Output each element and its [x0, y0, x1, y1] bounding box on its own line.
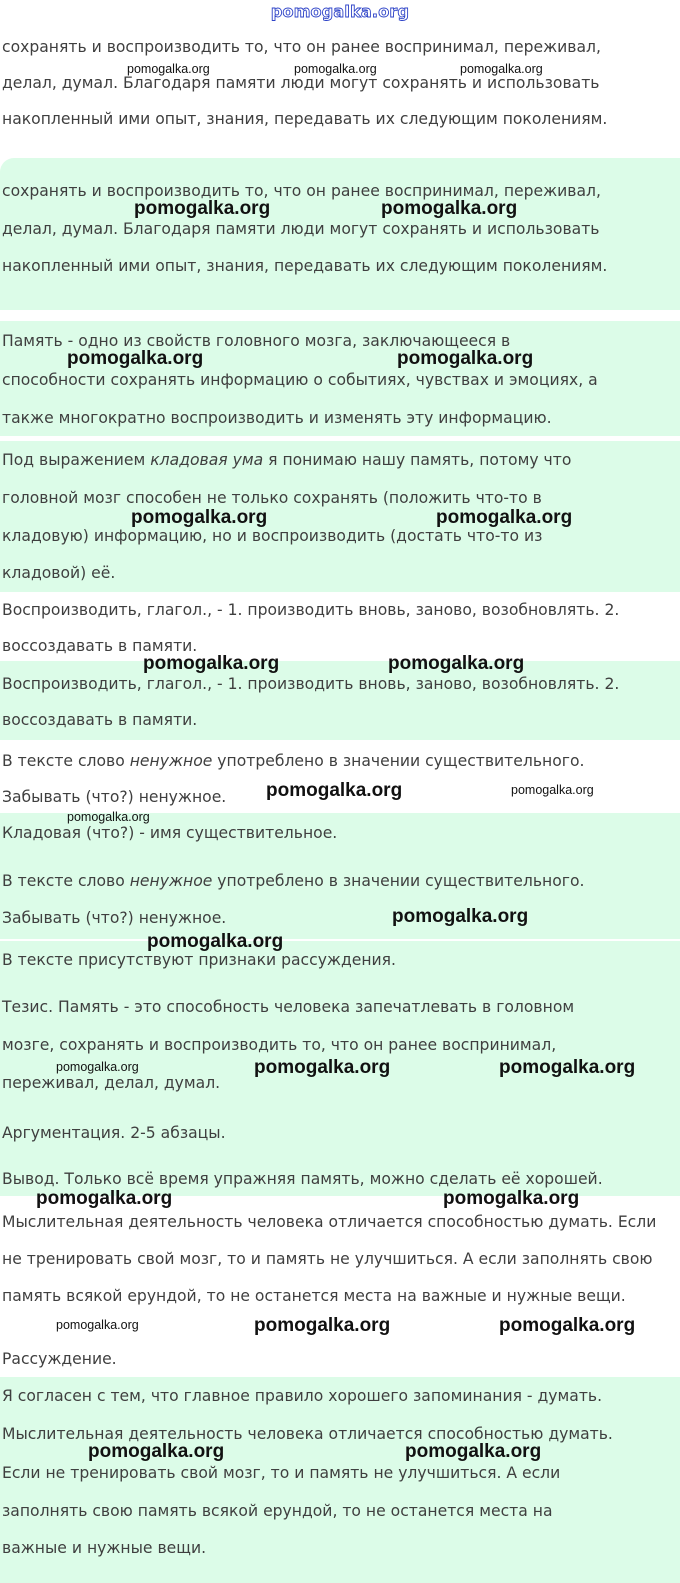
text-run: я понимаю нашу память, потому что: [263, 451, 572, 469]
text-run: В тексте слово: [2, 752, 130, 770]
site-logo[interactable]: pomogalka.org: [270, 2, 410, 21]
watermark: pomogalka.org: [56, 1318, 139, 1332]
text-line: Тезис. Память - это способность человека запечатлевать в головном: [2, 998, 575, 1016]
text-line: заполнять свою память всякой ерундой, то не останется места на: [2, 1502, 553, 1520]
watermark: pomogalka.org: [499, 1057, 636, 1078]
text-line: Вывод. Только всё время упражняя память, можно сделать её хорошей.: [2, 1170, 603, 1188]
text-line: воссоздавать в памяти.: [2, 637, 198, 655]
watermark: pomogalka.org: [131, 507, 268, 528]
text-line: делал, думал. Благодаря памяти люди могут сохранять и использовать: [2, 74, 600, 92]
text-line: [2, 871, 584, 891]
text-run: В тексте слово: [2, 872, 130, 890]
text-line: [2, 751, 584, 771]
watermark: pomogalka.org: [36, 1188, 173, 1209]
watermark: pomogalka.org: [511, 783, 594, 797]
text-line: Мыслительная деятельность человека отличается способностью думать.: [2, 1425, 613, 1443]
watermark: pomogalka.org: [443, 1188, 580, 1209]
text-run: употреблено в значении существительного.: [212, 872, 585, 890]
text-run: Под выражением: [2, 451, 151, 469]
text-line: память всякой ерундой, то не останется места на важные и нужные вещи.: [2, 1287, 626, 1305]
text-line: воссоздавать в памяти.: [2, 711, 198, 729]
text-line: переживал, делал, думал.: [2, 1074, 221, 1092]
text-line: накопленный ими опыт, знания, передавать их следующим поколениям.: [2, 257, 608, 275]
text-line: кладовую) информацию, но и воспроизводить (достать что-то из: [2, 527, 543, 545]
watermark: pomogalka.org: [266, 780, 403, 801]
text-line: Если не тренировать свой мозг, то и память не улучшиться. А если: [2, 1464, 561, 1482]
text-line: Забывать (что?) ненужное.: [2, 909, 227, 927]
watermark: pomogalka.org: [67, 348, 204, 369]
text-line: Мыслительная деятельность человека отличается способностью думать. Если: [2, 1213, 657, 1231]
watermark: pomogalka.org: [388, 653, 525, 674]
text-line: В тексте присутствуют признаки рассуждения.: [2, 951, 397, 969]
watermark: pomogalka.org: [134, 198, 271, 219]
text-line: также многократно воспроизводить и изменять эту информацию.: [2, 409, 552, 427]
text-line: [2, 450, 571, 470]
text-line: не тренировать свой мозг, то и память не улучшиться. А если заполнять свою: [2, 1250, 653, 1268]
text-line: Забывать (что?) ненужное.: [2, 788, 227, 806]
watermark: pomogalka.org: [67, 810, 150, 824]
text-line: важные и нужные вещи.: [2, 1539, 207, 1557]
text-italic: кладовая ума: [150, 451, 264, 469]
watermark: pomogalka.org: [405, 1441, 542, 1462]
text-line: способности сохранять информацию о событиях, чувствах и эмоциях, а: [2, 371, 598, 389]
watermark: pomogalka.org: [381, 198, 518, 219]
text-line: Воспроизводить, глагол., - 1. производить вновь, заново, возобновлять. 2.: [2, 601, 620, 619]
watermark: pomogalka.org: [436, 507, 573, 528]
text-line: Аргументация. 2-5 абзацы.: [2, 1124, 226, 1142]
watermark: pomogalka.org: [147, 931, 284, 952]
text-italic: ненужное: [129, 872, 213, 890]
text-line: Рассуждение.: [2, 1350, 117, 1368]
text-line: делал, думал. Благодаря памяти люди могут сохранять и использовать: [2, 220, 600, 238]
text-run: употреблено в значении существительного.: [212, 752, 585, 770]
text-line: Память - одно из свойств головного мозга, заключающееся в: [2, 332, 511, 350]
watermark: pomogalka.org: [127, 62, 210, 76]
text-line: накопленный ими опыт, знания, передавать их следующим поколениям.: [2, 110, 608, 128]
watermark: pomogalka.org: [56, 1060, 139, 1074]
text-line: головной мозг способен не только сохранять (положить что-то в: [2, 489, 542, 507]
watermark: pomogalka.org: [294, 62, 377, 76]
watermark: pomogalka.org: [499, 1315, 636, 1336]
watermark: pomogalka.org: [460, 62, 543, 76]
text-line: кладовой) её.: [2, 564, 116, 582]
watermark: pomogalka.org: [88, 1441, 225, 1462]
text-line: мозге, сохранять и воспроизводить то, что он ранее воспринимал,: [2, 1036, 557, 1054]
watermark: pomogalka.org: [254, 1315, 391, 1336]
watermark: pomogalka.org: [143, 653, 280, 674]
watermark: pomogalka.org: [397, 348, 534, 369]
text-line: Кладовая (что?) - имя существительное.: [2, 824, 338, 842]
text-line: сохранять и воспроизводить то, что он ранее воспринимал, переживал,: [2, 38, 601, 56]
text-line: Воспроизводить, глагол., - 1. производить вновь, заново, возобновлять. 2.: [2, 675, 620, 693]
text-line: сохранять и воспроизводить то, что он ранее воспринимал, переживал,: [2, 182, 601, 200]
text-line: Я согласен с тем, что главное правило хорошего запоминания - думать.: [2, 1387, 603, 1405]
watermark: pomogalka.org: [392, 906, 529, 927]
text-italic: ненужное: [129, 752, 213, 770]
watermark: pomogalka.org: [254, 1057, 391, 1078]
